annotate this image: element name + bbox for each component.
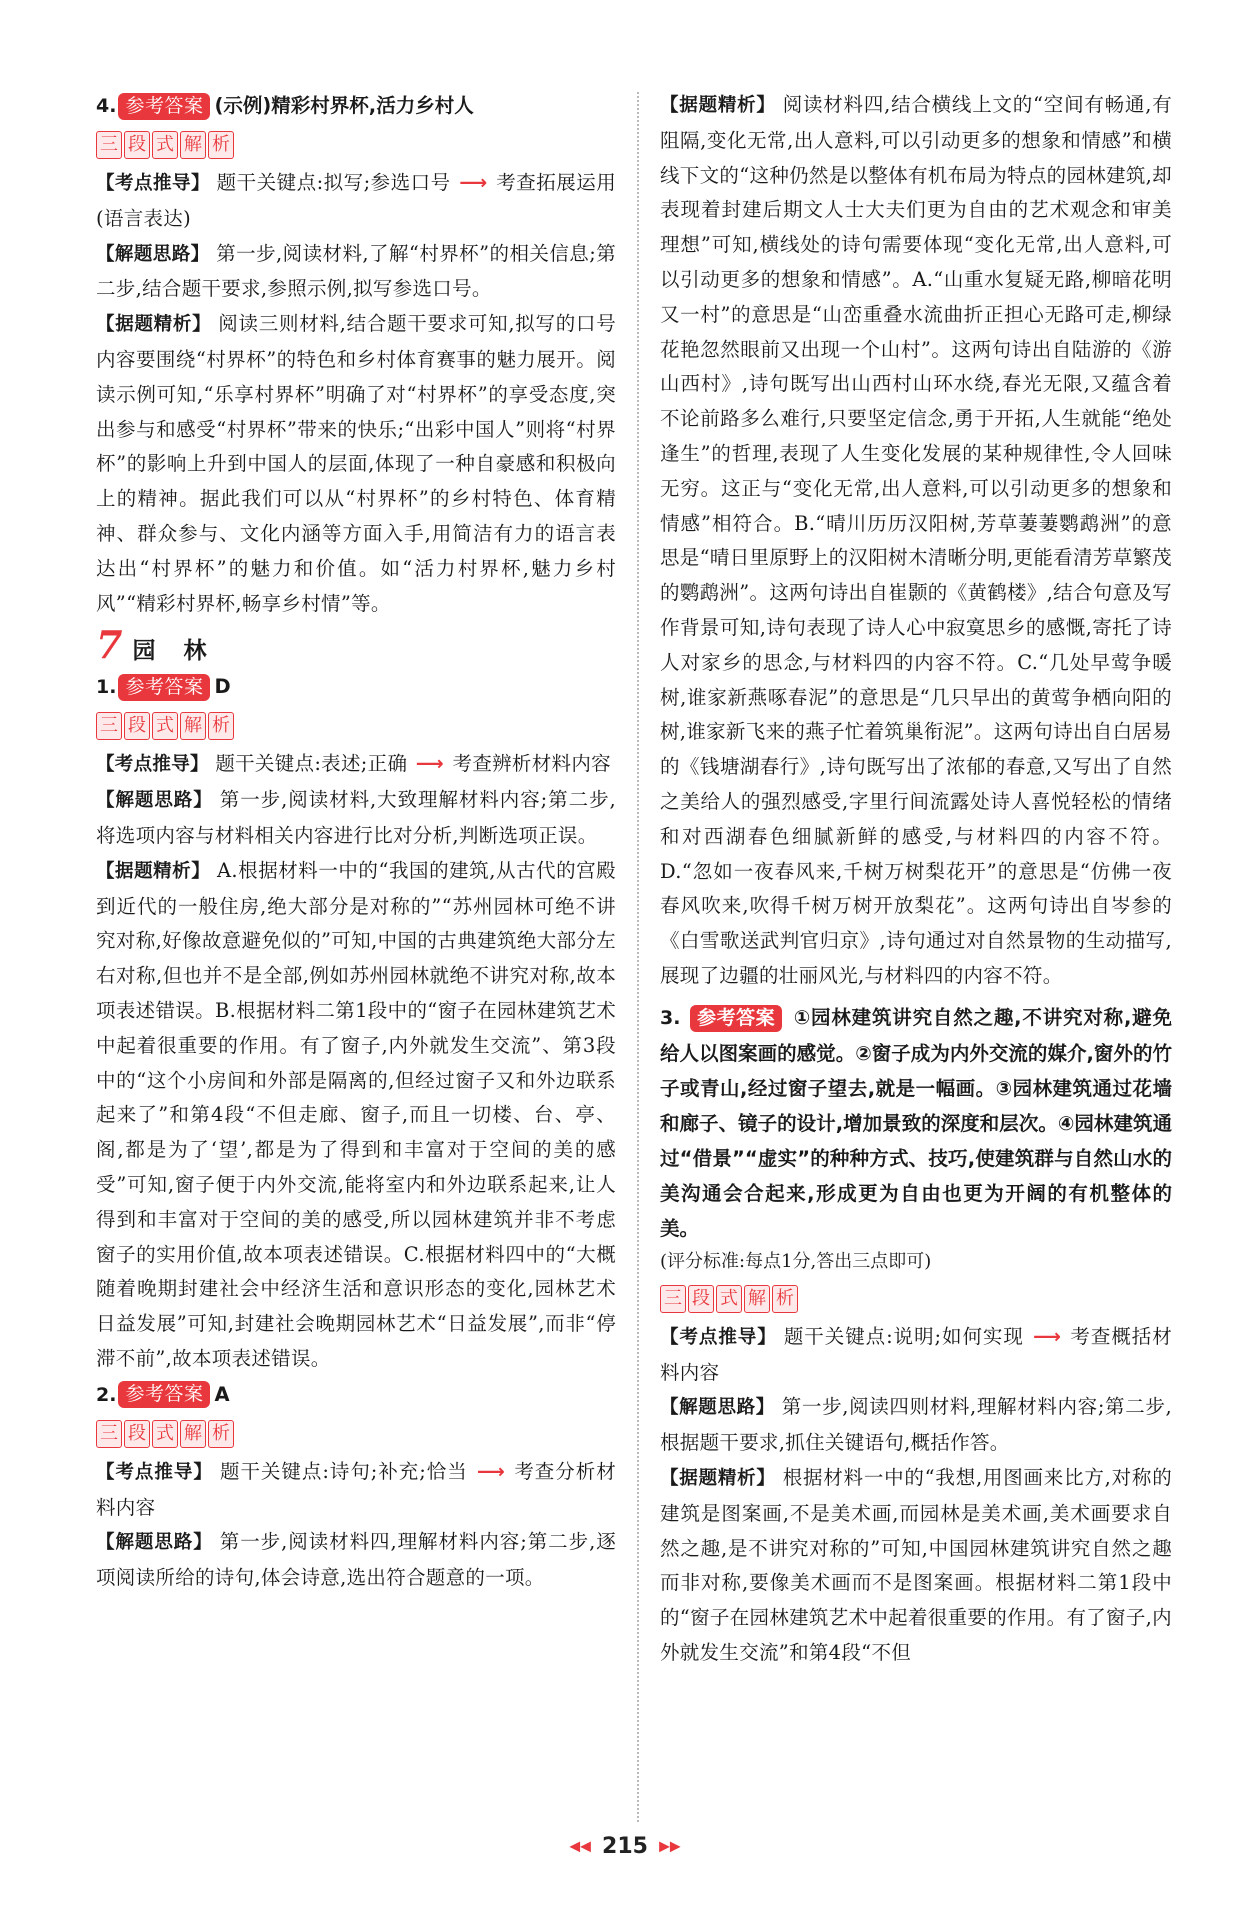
arrow-icon: ⟶ [476,1459,506,1483]
sanduanshi-badge: 三 段 式 解 析 [96,1420,236,1448]
arrow-icon: ⟶ [1033,1324,1062,1348]
q4-kaodian: 【考点推导】 题干关键点:拟写;参选口号 ⟶ 考查拓展运用(语言表达) [96,166,616,237]
page-number: 215 [602,1834,648,1859]
q2-jujing: 【据题精析】 阅读材料四,结合横线上文的“空间有畅通,有阻隔,变化无常,出人意料,可以引动更多的想象和情感”和横线下文的“这种仍然是以整体有机布局为特点的园林建筑,却表现着封建后期文人士大夫们更为自由的艺术观念和审美理想”可知,横线处的诗句需要体现“变化无常,出人意料,可以引动更多的想象和情感”。A.“山重水复疑无路,柳暗花明又一村”的意思是“山峦重叠水流曲折正担心无路可走,柳绿花艳忽然眼前又出现一个山村”。这两句诗出自陆游的《游山西村》,诗句既写出山西村山环水绕,春光无限,又蕴含着不论前路多么难行,只要坚定信念,勇于开拓,人生就能“绝处逢生”的哲理,表现了人生变化发展的某种规律性,令人回味无穷。这正与“变化无常,出人意料,可以引动更多的想象和情感”相符合。B.“晴川历历汉阳树,芳草萋萋鹦鹉洲”的意思是“晴日里原野上的汉阳树木清晰分明,更能看清芳草繁茂的鹦鹉洲”。这两句诗出自崔颢的《黄鹤楼》,结合句意及写作背景可知,诗句表现了诗人心中寂寞思乡的感慨,寄托了诗人对家乡的思念,与材料四的内容不符。C.“几处早莺争暖树,谁家新燕啄春泥”的意思是“几只早出的黄莺争栖向阳的树,谁家新飞来的燕子忙着筑巢衔泥”。这两句诗出自白居易的《钱塘湖春行》,诗句既写出了浓郁的春意,又写出了自然之美给人的强烈感受,字里行间流露处诗人喜悦轻松的情绪和对西湖春色细腻新鲜的感受,与材料四的内容不符。D.“忽如一夜春风来,千树万树梨花开”的意思是“仿佛一夜春风吹来,吹得千树万树开放梨花”。这两句诗出自岑参的《白雪歌送武判官归京》,诗句通过对自然景物的生动描写,展现了边疆的壮丽风光,与材料四的内容不符。 [660,93,1172,987]
arrow-icon: ⟶ [415,752,445,776]
q4-number: 4. [96,95,117,117]
q4-answer: (示例)精彩村界杯,活力乡村人 [214,94,474,117]
right-column [660,88,1172,1671]
q3-number: 3. [660,1006,681,1029]
answer-label: 参考答案 [690,1005,782,1032]
q3-jieti: 【解题思路】 第一步,阅读四则材料,理解材料内容;第二步,根据题干要求,抓住关键语句,概括作答。 [660,1395,1173,1455]
q1-answer-line [96,669,616,705]
answer-label: 参考答案 [118,93,210,120]
q1-answer: D [214,675,231,699]
q3-answer: ①园林建筑讲究自然之趣,不讲究对称,避免给人以图案画的感觉。②窗子成为内外交流的媒介,窗外的竹子或青山,经过窗子望去,就是一幅画。③园林建筑通过花墙和廊子、镜子的设计,增加景致的深度和层次。④园林建筑通过“借景”“虚实”的种种方式、技巧,使建筑群与自然山水的美沟通会合起来,形成更为自由也更为开阔的有机整体的美。 [660,1005,1172,1240]
q3-jujing: 【据题精析】 根据材料一中的“我想,用图画来比方,对称的建筑是图案画,不是美术画,而园林是美术画,美术画要求自然之趣,是不讲究对称的”可知,中国园林建筑讲究自然之趣而非对称,要像美术画而不是图案画。根据材料二第1段中的“窗子在园林建筑艺术中起着很重要的作用。有了窗子,内外就发生交流”和第4段“不但 [660,1465,1172,1664]
q3-answer-block [660,1000,1172,1246]
answer-label: 参考答案 [118,1381,210,1408]
section-number: 7 [96,622,123,668]
section-title: 园 林 [132,638,217,665]
q3-kaodian: 【考点推导】 题干关键点:说明;如何实现 ⟶ 考查概括材料内容 [660,1320,1172,1391]
q1-kaodian: 【考点推导】 题干关键点:表述;正确 ⟶ 考查辨析材料内容 [96,747,616,783]
q1-jieti: 【解题思路】 第一步,阅读材料,大致理解材料内容;第二步,将选项内容与材料相关内容进行比对分析,判断选项正误。 [96,788,617,847]
chevron-left-icon: ◀◀ [569,1838,591,1855]
q2-number: 2. [96,1383,117,1406]
sanduanshi-badge: 三 段 式 解 析 [660,1285,800,1313]
q2-kaodian: 【考点推导】 题干关键点:诗句;补充;恰当 ⟶ 考查分析材料内容 [96,1455,616,1526]
answer-label: 参考答案 [118,674,210,701]
section-heading [96,622,616,668]
sanduanshi-badge: 三 段 式 解 析 [96,712,236,740]
q1-number: 1. [96,676,117,699]
page-footer [0,1834,1250,1859]
q4-jieti: 【解题思路】 第一步,阅读材料,了解“村界杯”的相关信息;第二步,结合题干要求,参照示例,拟写参选口号。 [96,241,616,301]
q2-answer-line [96,1377,616,1413]
q2-answer: A [214,1382,230,1406]
q4-jujing: 【据题精析】 阅读三则材料,结合题干要求可知,拟写的口号内容要围绕“村界杯”的特色和乡村体育赛事的魅力展开。阅读示例可知,“乐享村界杯”明确了对“村界杯”的享受态度,突出参与和感受“村界杯”带来的快乐;“出彩中国人”则将“村界杯”的影响上升到中国人的层面,体现了一种自豪感和积极向上的精神。据此我们可以从“村界杯”的乡村特色、体育精神、群众参与、文化内涵等方面入手,用简洁有力的语言表达出“村界杯”的魅力和价值。如“活力村界杯,魅力乡村风”“精彩村界杯,畅享乡村情”等。 [96,312,617,615]
q1-jujing: 【据题精析】 A.根据材料一中的“我国的建筑,从古代的宫殿到近代的一般住房,绝大部分是对称的”“苏州园林可绝不讲究对称,好像故意避免似的”可知,中国的古典建筑绝大部分左右对称,但也并不是全部,例如苏州园林就绝不讲究对称,故本项表述错误。B.根据材料二第1段中的“窗子在园林建筑艺术中起着很重要的作用。有了窗子,内外就发生交流”、第3段中的“这个小房间和外部是隔离的,但经过窗子又和外边联系起来了”和第4段“不但走廊、窗子,而且一切楼、台、亭、阁,都是为了‘望’,都是为了得到和丰富对于空间的美的感受”可知,窗子便于内外交流,能将室内和外边联系起来,让人得到和丰富对于空间的美的感受,所以园林建筑并非不考虑窗子的实用价值,故本项表述错误。C.根据材料四中的“大概随着晚期封建社会中经济生活和意识形态的变化,园林艺术日益发展”可知,封建社会晚期园林艺术“日益发展”,而非“停滞不前”,故本项表述错误。 [96,858,616,1370]
q4-answer-line [96,88,616,124]
sanduanshi-badge: 三 段 式 解 析 [96,131,236,159]
arrow-icon: ⟶ [459,171,488,194]
left-column [96,88,616,1596]
column-divider [637,92,639,1822]
q3-score-note: (评分标准:每点1分,答出三点即可) [660,1250,932,1272]
chevron-right-icon: ▶▶ [659,1838,681,1855]
q2-jieti: 【解题思路】 第一步,阅读材料四,理解材料内容;第二步,逐项阅读所给的诗句,体会诗意,选出符合题意的一项。 [96,1530,617,1590]
